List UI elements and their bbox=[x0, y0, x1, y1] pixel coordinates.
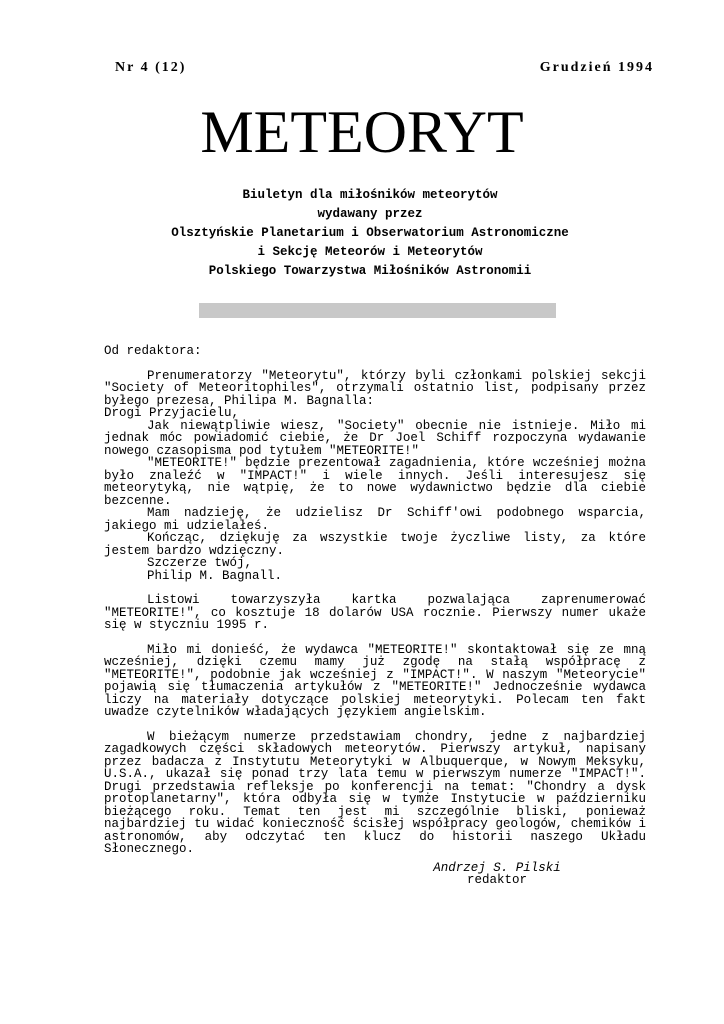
issue-number: Nr 4 (12) bbox=[115, 60, 187, 75]
subtitle-line: i Sekcję Meteorów i Meteorytów bbox=[257, 245, 483, 259]
editorial-article bbox=[104, 345, 646, 887]
paragraph: W bieżącym numerze przedstawiam chondry, jedne z najbardziej zagadkowych części składowych meteorytów. Pierwszy artykuł, napisany przez badacza z Instytutu Meteorytyki w Albuquerque, w Nowym Meksyku, U.S.A., ukazał się ponad trzy lata temu w pierwszym numerze "IMPACT!". Drugi przedstawia refleksje po konferencji na temat: "Chondry a dysk protoplanetarny", która odbyła się w tymże Instytucie w październiku bieżącego roku. Temat ten jest mi szczególnie bliski, ponieważ najbardziej tu widać konieczność ścisłej współpracy geologów, chemików i astronomów, aby odczytać ten klucz do historii naszego Układu Słonecznego. bbox=[104, 729, 646, 856]
divider-bar bbox=[199, 303, 556, 318]
letter-paragraph: Mam nadzieję, że udzielisz Dr Schiff'owi podobnego wsparcia, jakiego mi udzielałeś. bbox=[104, 506, 646, 533]
letter-closing: Szczerze twój, bbox=[147, 556, 253, 570]
author-block bbox=[348, 862, 646, 887]
paragraph: Miło mi donieść, że wydawca "METEORITE!" skontaktował się ze mną wcześniej, dzięki czemu mamy już zgodę na stałą współpracę z "METEORITE!", podobnie jak wcześniej z "IMPACT!". W naszym "Meteorycie" pojawią się tłumaczenia artykułów z "METEORITE!" Jednocześnie wydawca liczy na materiały dotyczące polskiej meteorytyki. Polecam ten fakt uwadze czytelników władających językiem angielskim. bbox=[104, 642, 646, 719]
letter-paragraph: "METEORITE!" będzie prezentował zagadnienia, które wcześniej można było znaleźć w "IMPACT!" i wiele innych. Jeśli interesujesz się meteorytyką, nie wątpię, że to nowe wydawnictwo będzie dla ciebie bezcenne. bbox=[104, 456, 646, 508]
author-name: Andrzej S. Pilski bbox=[433, 860, 561, 875]
subtitle-line: wydawany przez bbox=[317, 207, 423, 221]
bulletin-title: METEORYT bbox=[200, 99, 524, 165]
issue-date: Grudzień 1994 bbox=[539, 60, 654, 75]
paragraph: Prenumeratorzy "Meteorytu", którzy byli członkami polskiej sekcji "Society of Meteoritophiles", otrzymali ostatnio list, podpisany przez byłego prezesa, Philipa M. Bagnalla: bbox=[104, 368, 646, 408]
bulletin-subtitle bbox=[60, 186, 680, 281]
letter-paragraph: Jak niewątpliwie wiesz, "Society" obecnie nie istnieje. Miło mi jednak móc powiadomić ciebie, że Dr Joel Schiff rozpoczyna wydawanie nowego czasopisma pod tytułem "METEORITE!" bbox=[104, 418, 646, 458]
subtitle-line: Olsztyńskie Planetarium i Obserwatorium Astronomiczne bbox=[171, 226, 569, 240]
subtitle-line: Polskiego Towarzystwa Miłośników Astronomii bbox=[208, 264, 532, 278]
subtitle-line: Biuletyn dla miłośników meteorytów bbox=[242, 188, 498, 202]
paragraph: Listowi towarzyszyła kartka pozwalająca zaprenumerować "METEORITE!", co kosztuje 18 dolarów USA rocznie. Pierwszy numer ukaże się w styczniu 1995 r. bbox=[104, 593, 646, 632]
letter-paragraph: Kończąc, dziękuję za wszystkie twoje życzliwe listy, za które jestem bardzo wdzięczny. bbox=[104, 531, 646, 558]
author-role: redaktor bbox=[466, 873, 527, 887]
letter-salutation: Drogi Przyjacielu, bbox=[104, 406, 240, 420]
article-heading: Od redaktora: bbox=[104, 344, 202, 358]
letter-signature: Philip M. Bagnall. bbox=[147, 568, 283, 583]
